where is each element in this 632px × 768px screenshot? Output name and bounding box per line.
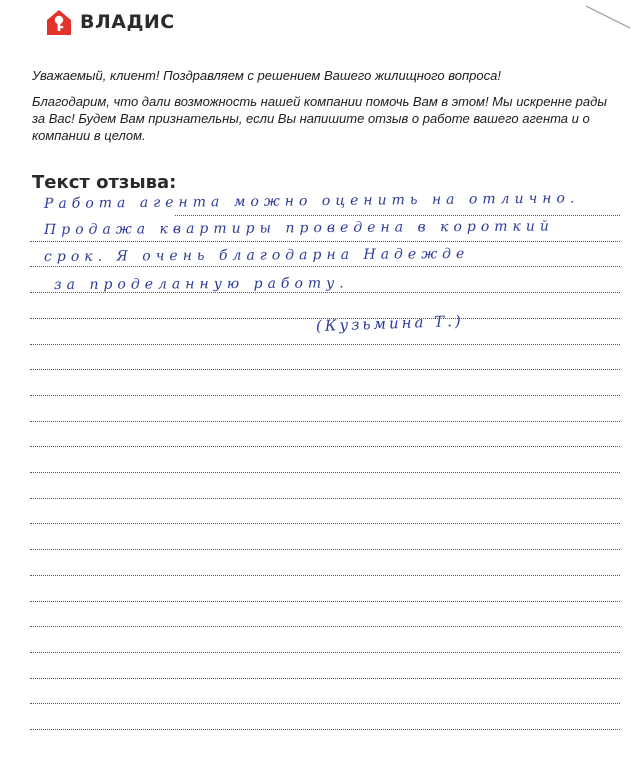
ruled-line: [30, 575, 620, 576]
ruled-line: [30, 549, 620, 550]
ruled-line: [30, 703, 620, 704]
handwritten-line: Продажа квартиры проведена в короткий: [43, 218, 554, 238]
brand-logo: [44, 6, 175, 38]
ruled-line: [30, 472, 620, 473]
ruled-line: [30, 395, 620, 396]
handwritten-line: срок. Я очень благодарна Надежде: [43, 246, 470, 265]
ruled-line: [30, 446, 620, 447]
ruled-line: [30, 601, 620, 602]
intro-greeting: Уважаемый, клиент! Поздравляем с решением Вашего жилищного вопроса!: [32, 68, 501, 83]
corner-pen-mark: [572, 0, 632, 50]
handwritten-line: Работа агента можно оценить на отлично.: [43, 190, 580, 212]
review-heading: Текст отзыва:: [32, 172, 177, 193]
ruled-line: [30, 652, 620, 653]
intro-body: Благодарим, что дали возможность нашей компании помочь Вам в этом! Мы искренне рады за Вас! Будем Вам признательны, если Вы напишите отзыв о работе вашего агента и о компании в целом.: [32, 94, 607, 143]
ruled-line: [30, 266, 620, 267]
ruled-line: [30, 369, 620, 370]
ruled-line: [30, 241, 620, 242]
ruled-line: [30, 678, 620, 679]
ruled-line: [30, 498, 620, 499]
intro-text: [32, 67, 612, 144]
handwritten-line: за проделанную работу.: [53, 275, 349, 293]
ruled-line: [30, 626, 620, 627]
ruled-line: [175, 215, 620, 216]
ruled-line: [30, 421, 620, 422]
brand-name: ВЛАДИС: [80, 11, 175, 33]
house-key-icon: [44, 7, 74, 37]
ruled-line: [30, 344, 620, 345]
ruled-line: [30, 523, 620, 524]
ruled-line: [30, 729, 620, 730]
signature: (Кузьмина Т.): [315, 311, 465, 335]
